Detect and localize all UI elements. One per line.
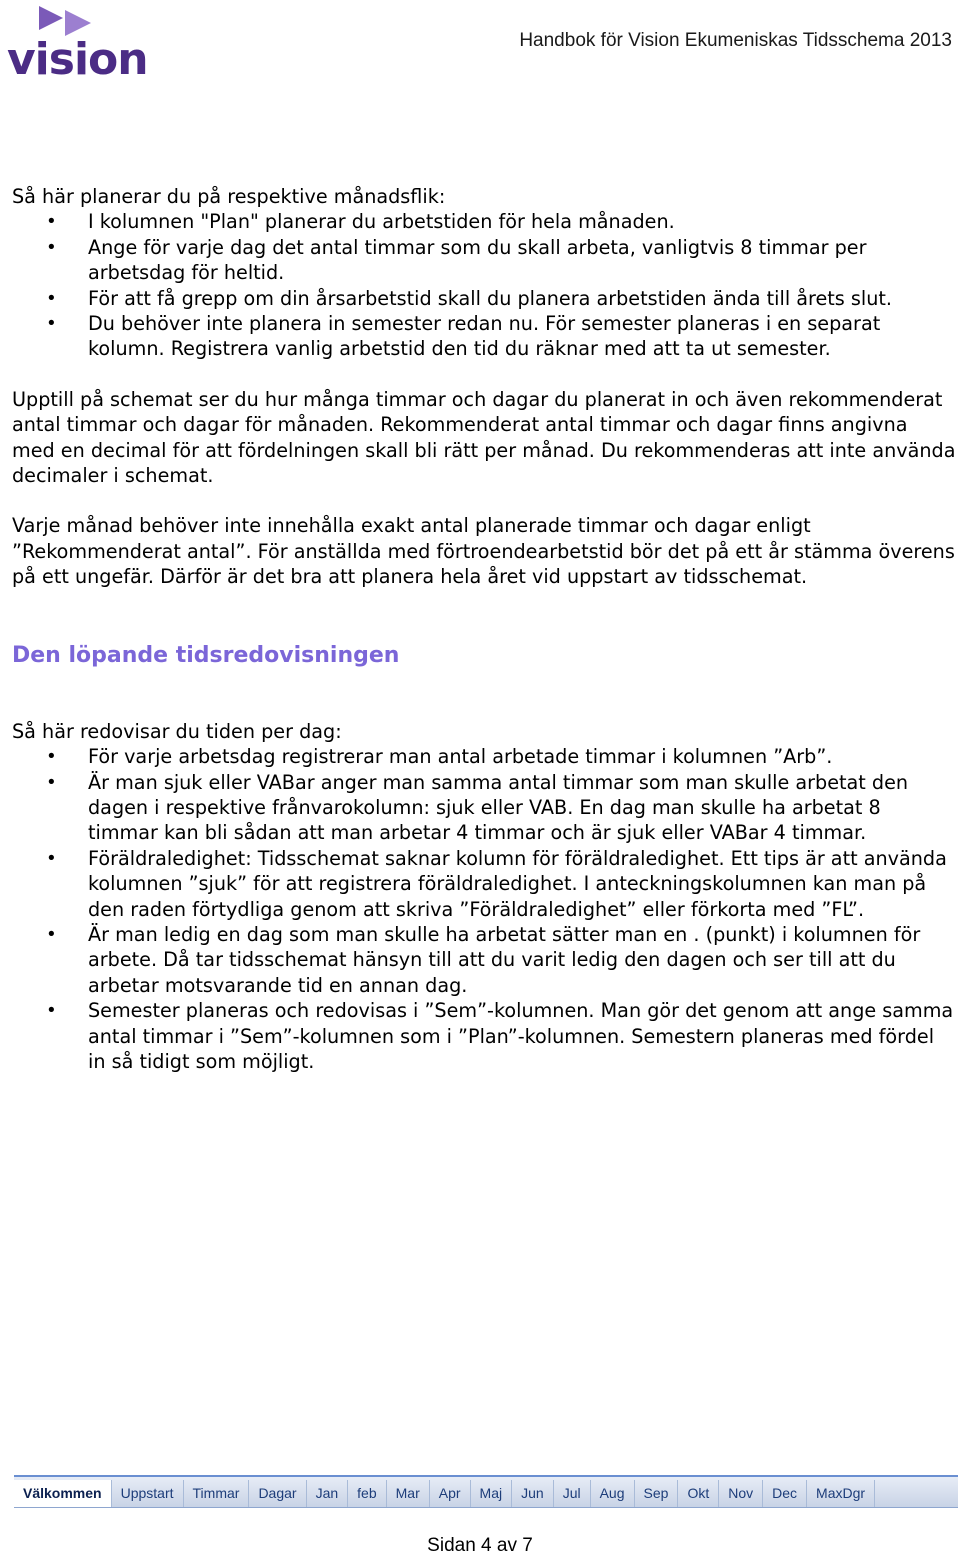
tab-jul[interactable]: Jul: [554, 1480, 591, 1507]
tab-jan[interactable]: Jan: [307, 1480, 349, 1507]
list-item: • Är man sjuk eller VABar anger man samma antal timmar som man skulle arbetat den dagen i respektive frånvarokolumn: sjuk eller VAB. En dag man skulle ha arbetat 8 timmar kan bli sådan att man arbetar 4 timmar och är sjuk eller VABar 4 timmar.: [12, 770, 956, 846]
list-item: • Föräldraledighet: Tidsschemat saknar kolumn för föräldraledighet. Ett tips är att använda kolumnen ”sjuk” för att registrera föräldraledighet. I anteckningskolumnen kan man på den raden förtydliga genom att skriva ”Föräldraledighet” eller förkorta med ”FL”.: [12, 846, 956, 922]
tab-dagar[interactable]: Dagar: [249, 1480, 306, 1507]
tab-maxdgr[interactable]: MaxDgr: [807, 1480, 875, 1507]
tab-mar[interactable]: Mar: [387, 1480, 430, 1507]
tab-feb[interactable]: feb: [348, 1480, 386, 1507]
page-number: Sidan 4 av 7: [427, 1535, 533, 1556]
document-body: [12, 184, 956, 1074]
list-item: • För varje arbetsdag registrerar man antal arbetade timmar i kolumnen ”Arb”.: [12, 744, 956, 769]
tab-dec[interactable]: Dec: [763, 1480, 807, 1507]
section1-intro: Så här planerar du på respektive månadsflik:: [12, 185, 446, 208]
paragraph-recommended: Upptill på schemat ser du hur många timmar och dagar du planerat in och även rekommenderat antal timmar och dagar för månaden. Rekommenderat antal timmar och dagar finns angivna med en decimal för att fördelningen skall bli rätt per månad. Du rekommenderas att inte använda decimaler i schemat.: [12, 387, 956, 488]
tab-nov[interactable]: Nov: [719, 1480, 763, 1507]
reporting-list: [12, 744, 956, 1074]
list-item: • Semester planeras och redovisas i ”Sem”-kolumnen. Man gör det genom att ange samma antal timmar i ”Sem”-kolumnen som i ”Plan”-kolumnen. Semestern planeras med fördel in så tidigt som möjligt.: [12, 998, 956, 1074]
tab-jun[interactable]: Jun: [512, 1480, 554, 1507]
list-item: • Du behöver inte planera in semester redan nu. För semester planeras i en separat kolumn. Registrera vanlig arbetstid den tid du räknar med att ta ut semester.: [12, 311, 956, 362]
list-item: • Är man ledig en dag som man skulle ha arbetat sätter man en . (punkt) i kolumnen för arbete. Då tar tidsschemat hänsyn till att du varit ledig den dagen och ser till att du arbetar motsvarande tid en annan dag.: [12, 922, 956, 998]
list-item: • I kolumnen "Plan" planerar du arbetstiden för hela månaden.: [12, 209, 956, 234]
document-header-title: Handbok för Vision Ekumeniskas Tidsschema 2013: [519, 30, 952, 51]
section-heading: Den löpande tidsredovisningen: [12, 642, 400, 668]
logo-wordmark: vision: [7, 34, 148, 78]
tab-valkommen[interactable]: Välkommen: [14, 1480, 112, 1507]
paragraph-monthly: Varje månad behöver inte innehålla exakt antal planerade timmar och dagar enligt ”Rekommenderat antal”. För anställda med förtroendearbetstid bör det på ett år stämma överens på ett ungefär. Därför är det bra att planera hela året vid uppstart av tidsschemat.: [12, 514, 955, 589]
logo-arrow-lower: [65, 10, 91, 36]
list-item: • För att få grepp om din årsarbetstid skall du planera arbetstiden ända till årets slut.: [12, 286, 956, 311]
planning-list: [12, 209, 956, 361]
logo-arrow-upper: [39, 6, 63, 30]
tab-uppstart[interactable]: Uppstart: [112, 1480, 184, 1507]
tab-timmar[interactable]: Timmar: [184, 1480, 250, 1507]
tab-maj[interactable]: Maj: [471, 1480, 513, 1507]
list-item: • Ange för varje dag det antal timmar som du skall arbeta, vanligtvis 8 timmar per arbetsdag för heltid.: [12, 235, 956, 286]
vision-logo: [5, 4, 165, 78]
sheet-tab-bar: [14, 1475, 958, 1508]
tab-okt[interactable]: Okt: [678, 1480, 719, 1507]
section2-intro: Så här redovisar du tiden per dag:: [12, 719, 342, 743]
tab-sep[interactable]: Sep: [635, 1480, 679, 1507]
tab-aug[interactable]: Aug: [591, 1480, 635, 1507]
tab-apr[interactable]: Apr: [430, 1480, 471, 1507]
